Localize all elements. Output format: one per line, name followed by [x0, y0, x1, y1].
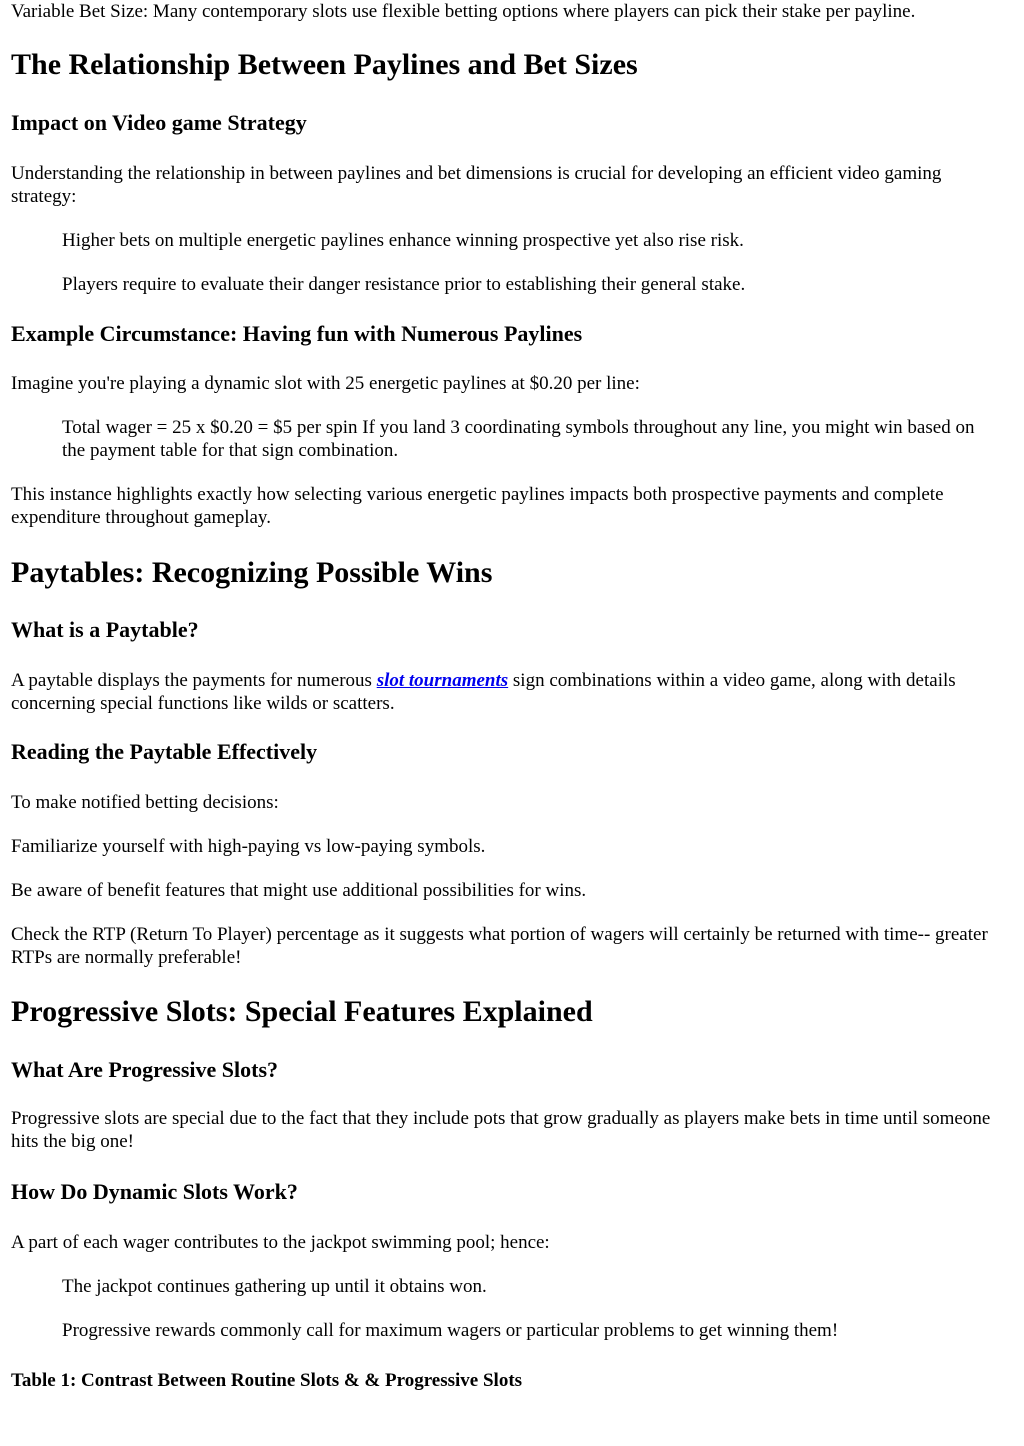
impact-quote-1: Higher bets on multiple energetic paylines enhance winning prospective yet also rise risk. [62, 230, 744, 251]
how-quote-1: The jackpot continues gathering up until it obtains won. [62, 1276, 487, 1297]
example-quote: Total wager = 25 x $0.20 = $5 per spin If you land 3 coordinating symbols throughout any line, you might win based on the payment table for that sign combination. [62, 417, 975, 461]
paytable-text-after: sign combinations within a video game, along with details concerning special functions like wilds or scatters. [11, 670, 956, 714]
how-paragraph: A part of each wager contributes to the jackpot swimming pool; hence: [11, 1232, 550, 1253]
reading-item-3: Check the RTP (Return To Player) percentage as it suggests what portion of wagers will certainly be returned with time-- greater RTPs are normally preferable! [11, 924, 988, 968]
table-caption: Table 1: Contrast Between Routine Slots & & Progressive Slots [11, 1370, 523, 1391]
paytables-section-title: Paytables: Recognizing Possible Wins [11, 556, 493, 589]
reading-intro: To make notified betting decisions: [11, 792, 279, 813]
slot-tournaments-link[interactable]: slot tournaments [376, 670, 509, 691]
example-paragraph: Imagine you're playing a dynamic slot with 25 energetic paylines at $0.20 per line: [11, 373, 640, 394]
how-dynamic-heading: How Do Dynamic Slots Work? [11, 1179, 298, 1204]
what-are-progressive-heading: What Are Progressive Slots? [11, 1057, 279, 1082]
what-is-paytable-heading: What is a Paytable? [11, 617, 199, 642]
progressive-paragraph: Progressive slots are special due to the fact that they include pots that grow gradually as players make bets in time until someone hits the big one! [11, 1108, 991, 1152]
progressive-section-title: Progressive Slots: Special Features Explained [11, 995, 593, 1028]
impact-paragraph: Understanding the relationship in between paylines and bet dimensions is crucial for developing an efficient video gaming strategy: [11, 163, 942, 207]
paytable-text-before: A paytable displays the payments for numerous [11, 670, 377, 691]
example-heading: Example Circumstance: Having fun with Numerous Paylines [11, 321, 583, 346]
relationship-section-title: The Relationship Between Paylines and Bet Sizes [11, 48, 638, 81]
reading-paytable-heading: Reading the Paytable Effectively [11, 739, 318, 764]
example-summary: This instance highlights exactly how selecting various energetic paylines impacts both prospective payments and complete expenditure throughout gameplay. [11, 484, 944, 528]
reading-item-2: Be aware of benefit features that might use additional possibilities for wins. [11, 880, 587, 901]
variable-bet-paragraph: Variable Bet Size: Many contemporary slots use flexible betting options where players can pick their stake per payline. [11, 1, 916, 22]
reading-item-1: Familiarize yourself with high-paying vs low-paying symbols. [11, 836, 486, 857]
paytable-paragraph [11, 669, 1001, 715]
impact-heading: Impact on Video game Strategy [11, 110, 307, 135]
impact-quote-2: Players require to evaluate their danger resistance prior to establishing their general stake. [62, 274, 746, 295]
how-quote-2: Progressive rewards commonly call for maximum wagers or particular problems to get winning them! [62, 1320, 839, 1341]
